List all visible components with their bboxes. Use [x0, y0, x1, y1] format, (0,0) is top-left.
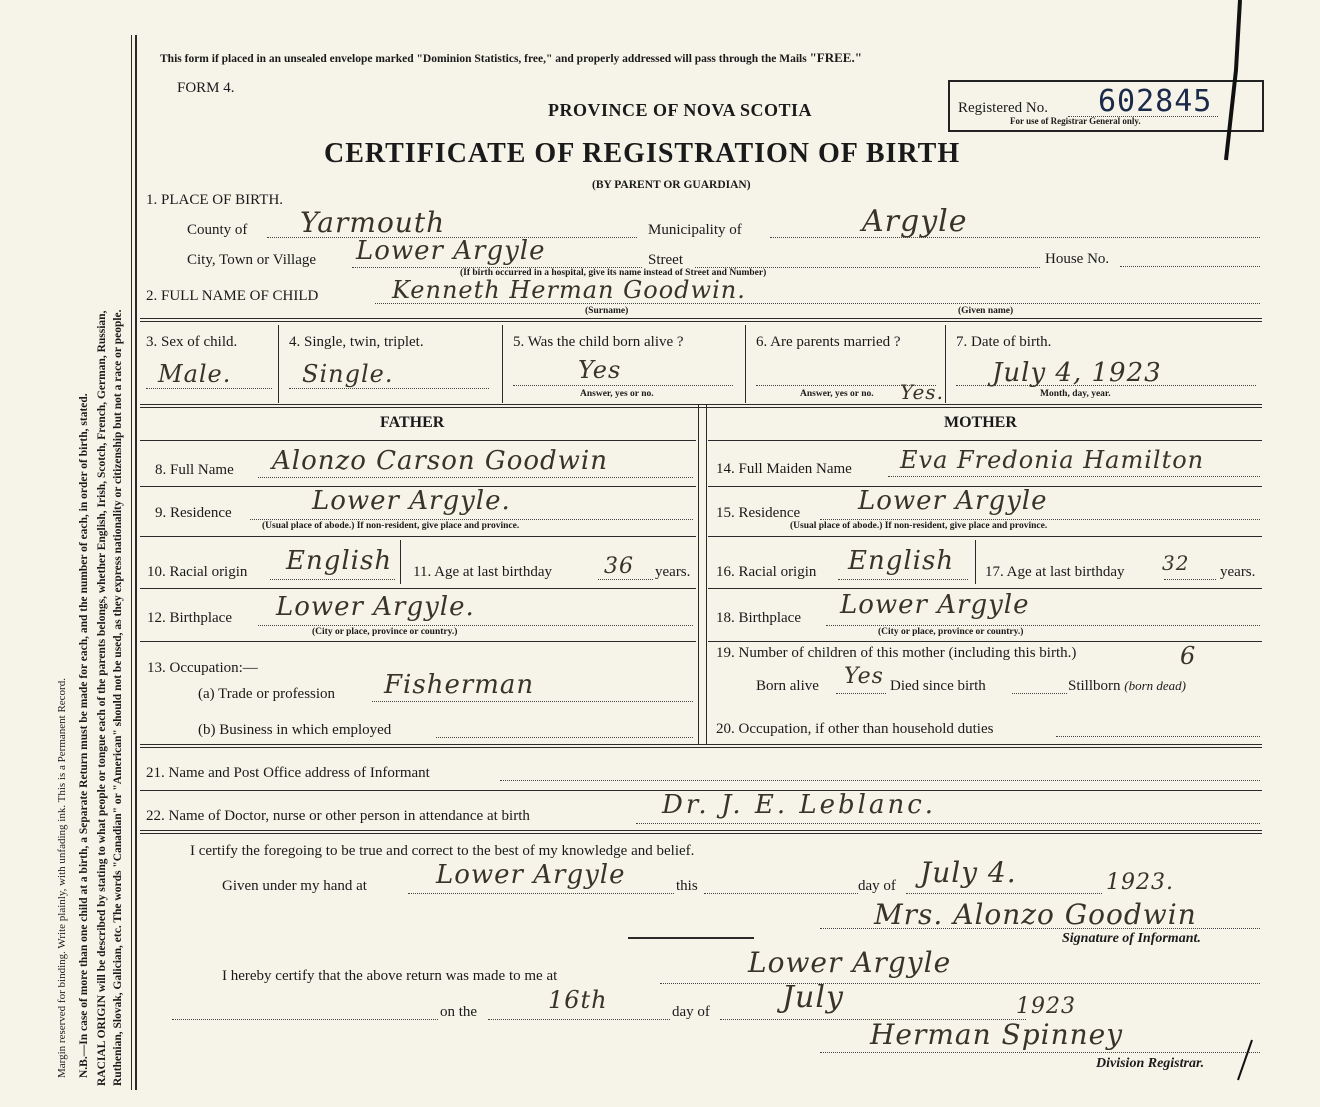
father-birthplace-note: (City or place, province or country.) — [312, 627, 458, 637]
born-alive-label: Born alive — [756, 678, 819, 694]
doctor-label: 22. Name of Doctor, nurse or other person in attendance at birth — [146, 808, 530, 824]
mother-racial-label: 16. Racial origin — [716, 564, 817, 580]
doctor-value: Dr. J. E. Leblanc. — [662, 790, 937, 820]
day2-value: July — [782, 980, 844, 1015]
father-age-value: 36 — [604, 554, 634, 579]
margin-rule — [131, 35, 132, 1090]
house-label: House No. — [1045, 251, 1110, 267]
father-racial-label: 10. Racial origin — [147, 564, 248, 580]
mother-children-label: 19. Number of children of this mother (including this birth.) — [716, 645, 1077, 661]
mother-birthplace-value: Lower Argyle — [840, 590, 1030, 620]
father-years-label: years. — [655, 564, 691, 580]
father-age-label: 11. Age at last birthday — [413, 564, 552, 580]
sex-value: Male. — [158, 360, 232, 388]
father-residence-label: 9. Residence — [155, 505, 232, 521]
father-abode-note: (Usual place of abode.) If non-resident, give place and province. — [262, 521, 520, 531]
on-value: 16th — [548, 986, 608, 1014]
dob-label: 7. Date of birth. — [956, 334, 1052, 350]
registered-number: 602845 — [1098, 84, 1213, 119]
informant-signature: Mrs. Alonzo Goodwin — [874, 898, 1197, 931]
alive-note: Answer, yes or no. — [580, 389, 654, 399]
father-residence-value: Lower Argyle. — [312, 486, 511, 516]
father-occupation-label: 13. Occupation:— — [147, 660, 258, 676]
mother-occupation-label: 20. Occupation, if other than household duties — [716, 721, 994, 737]
mother-age-label: 17. Age at last birthday — [985, 564, 1125, 580]
subtitle: (BY PARENT OR GUARDIAN) — [592, 179, 751, 191]
mother-name-value: Eva Fredonia Hamilton — [900, 446, 1205, 474]
stillborn-label: Stillborn (born dead) — [1068, 678, 1187, 694]
year-value: 1923. — [1106, 870, 1174, 895]
registrar-signature: Herman Spinney — [870, 1018, 1124, 1051]
registrar-note: For use of Registrar General only. — [1010, 116, 1141, 126]
mother-heading: MOTHER — [944, 414, 1017, 431]
father-birthplace-label: 12. Birthplace — [147, 610, 232, 626]
city-value: Lower Argyle — [356, 236, 546, 266]
place-of-birth-label: 1. PLACE OF BIRTH. — [146, 192, 284, 208]
municipality-value: Argyle — [862, 204, 968, 239]
year2-value: 1923 — [1016, 994, 1076, 1019]
married-label: 6. Are parents married ? — [756, 334, 901, 350]
municipality-label: Municipality of — [648, 222, 742, 238]
form-number: FORM 4. — [177, 80, 235, 96]
father-trade-label: (a) Trade or profession — [198, 686, 336, 702]
mother-birthplace-label: 18. Birthplace — [716, 610, 801, 626]
dob-note: Month, day, year. — [1040, 389, 1111, 399]
this-label: this — [676, 878, 698, 894]
page-title: CERTIFICATE OF REGISTRATION OF BIRTH — [324, 138, 961, 169]
alive-label: 5. Was the child born alive ? — [513, 334, 684, 350]
father-name-label: 8. Full Name — [155, 462, 234, 478]
margin-note-1: Margin reserved for binding. Write plainly, with unfading ink. This is a Permanent Record. — [56, 678, 68, 1078]
mother-racial-value: English — [848, 546, 955, 576]
margin-note-3: RACIAL ORIGIN will be described by stating to what people or tongue each of the parents belongs, whether English, Irish, Scotch, French, German, Russian, — [96, 310, 108, 1086]
margin-note-2: N.B.—In case of more than one child at a birth, a Separate Return must be made for each, and the number of each, in order of birth, stated. — [78, 393, 90, 1078]
day-label: day of — [858, 878, 896, 894]
hospital-note: (If birth occurred in a hospital, give its name instead of Street and Number) — [460, 268, 767, 278]
sex-label: 3. Sex of child. — [146, 334, 238, 350]
registrar-label: Division Registrar. — [1096, 1056, 1205, 1071]
margin-note-4: Ruthenian, Slovak, Galician, etc. The words "Canadian" or "American" should not be used, as they express nationality or citizenship but not a race or people. — [112, 309, 124, 1086]
mother-residence-label: 15. Residence — [716, 505, 801, 521]
return-label: I hereby certify that the above return was made to me at — [222, 968, 558, 984]
given-label: Given under my hand at — [222, 878, 367, 894]
mother-children-value: 6 — [1180, 642, 1197, 670]
single-label: 4. Single, twin, triplet. — [289, 334, 424, 350]
mother-abode-note: (Usual place of abode.) If non-resident, give place and province. — [790, 521, 1048, 531]
single-value: Single. — [302, 360, 394, 388]
married-value: Yes. — [900, 380, 944, 404]
married-note: Answer, yes or no. — [800, 389, 874, 399]
mother-birthplace-note: (City or place, province or country.) — [878, 627, 1024, 637]
surname-note: (Surname) — [585, 306, 629, 316]
alive-value: Yes — [578, 356, 622, 384]
on-label: on the — [440, 1004, 478, 1020]
father-trade-value: Fisherman — [384, 670, 535, 700]
mother-years-label: years. — [1220, 564, 1256, 580]
certify-statement: I certify the foregoing to be true and correct to the best of my knowledge and belief. — [190, 843, 695, 859]
father-racial-value: English — [286, 546, 393, 576]
mother-name-label: 14. Full Maiden Name — [716, 461, 852, 477]
city-label: City, Town or Village — [187, 252, 317, 268]
day2-label: day of — [672, 1004, 710, 1020]
father-birthplace-value: Lower Argyle. — [276, 592, 475, 622]
child-name-value: Kenneth Herman Goodwin. — [392, 276, 746, 304]
given-note: (Given name) — [958, 306, 1014, 316]
return-place: Lower Argyle — [748, 946, 952, 979]
mother-age-value: 32 — [1162, 551, 1190, 575]
registered-label: Registered No. — [958, 100, 1048, 116]
informant-label: 21. Name and Post Office address of Informant — [146, 765, 430, 781]
dob-value: July 4, 1923 — [992, 358, 1162, 388]
father-name-value: Alonzo Carson Goodwin — [272, 446, 608, 476]
ink-stroke-bottom — [1238, 1040, 1252, 1080]
mail-notice: This form if placed in an unsealed envelope marked "Dominion Statistics, free," and properly addressed will pass through the Mails "FREE." — [160, 50, 862, 65]
father-heading: FATHER — [380, 414, 445, 431]
signature-label: Signature of Informant. — [1062, 931, 1201, 946]
child-name-label: 2. FULL NAME OF CHILD — [146, 288, 319, 304]
father-business-label: (b) Business in which employed — [198, 722, 392, 738]
registration-box — [948, 80, 1264, 132]
street-label: Street — [648, 252, 683, 268]
province-heading: PROVINCE OF NOVA SCOTIA — [548, 100, 813, 120]
born-alive-value: Yes — [844, 664, 884, 689]
mother-residence-value: Lower Argyle — [858, 486, 1048, 516]
day-value: July 4. — [920, 856, 1017, 889]
county-value: Yarmouth — [300, 206, 446, 239]
died-label: Died since birth — [890, 678, 986, 694]
given-place: Lower Argyle — [436, 860, 626, 890]
margin-rule-2 — [135, 35, 137, 1090]
county-label: County of — [187, 222, 248, 238]
